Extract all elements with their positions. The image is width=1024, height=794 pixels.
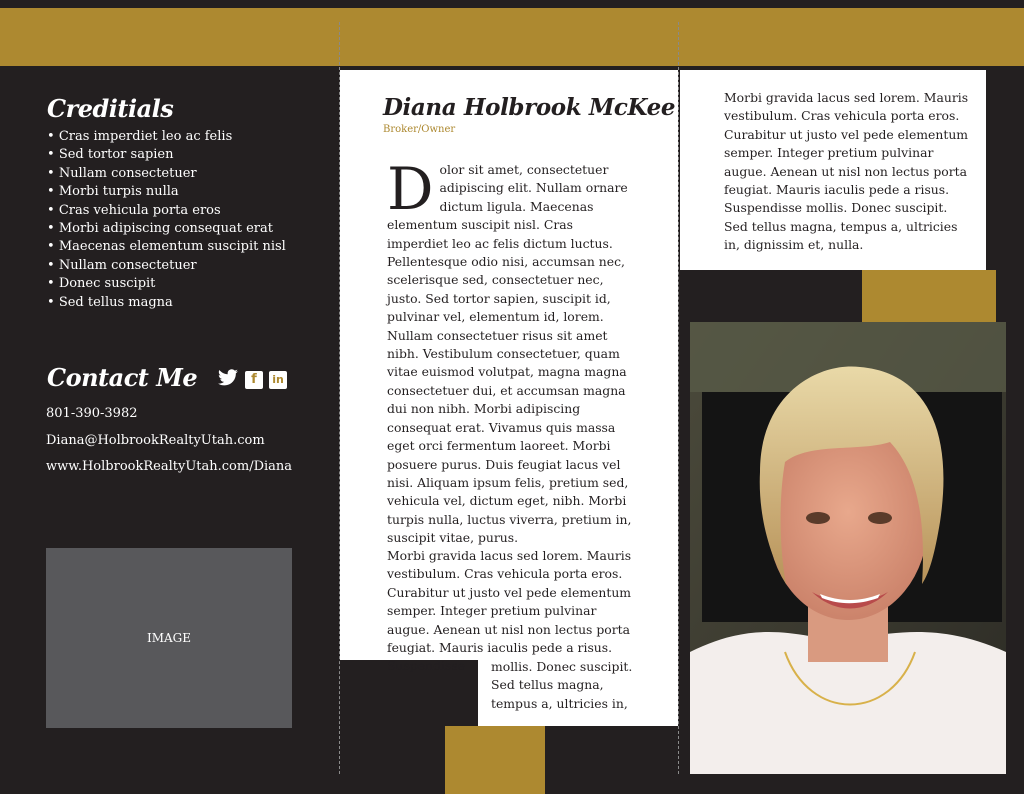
credentials-list <box>47 128 327 312</box>
portrait-illustration <box>690 322 1006 774</box>
credential-item: • Donec suscipit <box>47 275 327 293</box>
image-placeholder-label: IMAGE <box>146 631 192 645</box>
gold-accent-right <box>862 270 996 322</box>
contact-title: Contact Me <box>47 363 198 392</box>
credential-item: • Cras vehicula porta eros <box>47 202 327 220</box>
credential-item: • Nullam consectetuer <box>47 257 327 275</box>
credential-item: • Sed tellus magna <box>47 294 327 312</box>
gold-accent-bottom <box>445 726 545 794</box>
image-placeholder <box>46 548 292 728</box>
bio-paragraph-1 <box>387 155 635 548</box>
credential-item: • Morbi adipiscing consequat erat <box>47 220 327 238</box>
credential-item: • Nullam consectetuer <box>47 165 327 183</box>
bio-paragraph-2-tail: mollis. Donec suscipit. Sed tellus magna, tempus a, ultricies in, <box>491 659 633 711</box>
fold-line-right <box>678 22 679 774</box>
drop-cap: D <box>387 155 434 223</box>
credentials-title: Creditials <box>47 94 174 123</box>
facebook-icon[interactable]: f <box>245 371 263 389</box>
twitter-icon[interactable] <box>217 369 239 391</box>
agent-name: Diana Holbrook McKee <box>383 94 676 121</box>
agent-role: Broker/Owner <box>383 124 456 135</box>
credential-item: • Sed tortor sapien <box>47 146 327 164</box>
credential-item: • Morbi turpis nulla <box>47 183 327 201</box>
bio-paragraph-1-text: olor sit amet, consectetuer adipiscing elit. Nullam ornare dictum ligula. Maecenas elementum suscipit nisl. Cras imperdiet leo ac felis dictum luctus. Pellentesque odio nisi, accumsan nec, scelerisque sed, consectetuer nec, justo. Sed tortor sapien, suscipit id, pulvinar vel, elementum id, lorem. Nullam consectetuer risus sit amet nibh. Vestibulum consectetuer, quam vitae euismod volutpat, magna magna consectetuer dui, et accumsan magna dui non nibh. Morbi adipiscing consequat erat. Vivamus quis massa eget orci fermentum laoreet. Morbi posuere purus. Duis feugiat lacus vel nisi. Aliquam ipsum felis, pretium sed, vehicula vel, dictum eget, nibh. Morbi turpis nulla, luctus viverra, pretium in, suscipit vitae, purus. <box>387 162 632 546</box>
fold-line-left <box>339 22 340 774</box>
website-link[interactable]: www.HolbrookRealtyUtah.com/Diana <box>46 459 293 474</box>
credential-item: • Cras imperdiet leo ac felis <box>47 128 327 146</box>
bio-paragraph-2: Morbi gravida lacus sed lorem. Mauris vestibulum. Cras vehicula porta eros. Curabitur ut justo vel pede elementum semper. Integer pretium pulvinar augue. Aenean ut nisl non lectus porta feugiat. Mauris iaculis pede a risus. Suspendisse <box>387 548 632 674</box>
agent-photo <box>690 322 1006 774</box>
linkedin-icon[interactable]: in <box>269 371 287 389</box>
top-gold-band <box>0 8 1024 66</box>
phone-number: 801-390-3982 <box>46 406 138 421</box>
right-paragraph: Morbi gravida lacus sed lorem. Mauris vestibulum. Cras vehicula porta eros. Curabitur ut justo vel pede elementum semper. Integer pretium pulvinar augue. Aenean ut nisl non lectus porta feugiat. Mauris iaculis pede a risus. Suspendisse mollis. Donec suscipit. Sed tellus magna, tempus a, ultricies in, dignissim et, nulla. <box>724 90 969 253</box>
email-link[interactable]: Diana@HolbrookRealtyUtah.com <box>46 433 265 448</box>
social-icons <box>217 369 287 391</box>
credential-item: • Maecenas elementum suscipit nisl <box>47 238 327 256</box>
